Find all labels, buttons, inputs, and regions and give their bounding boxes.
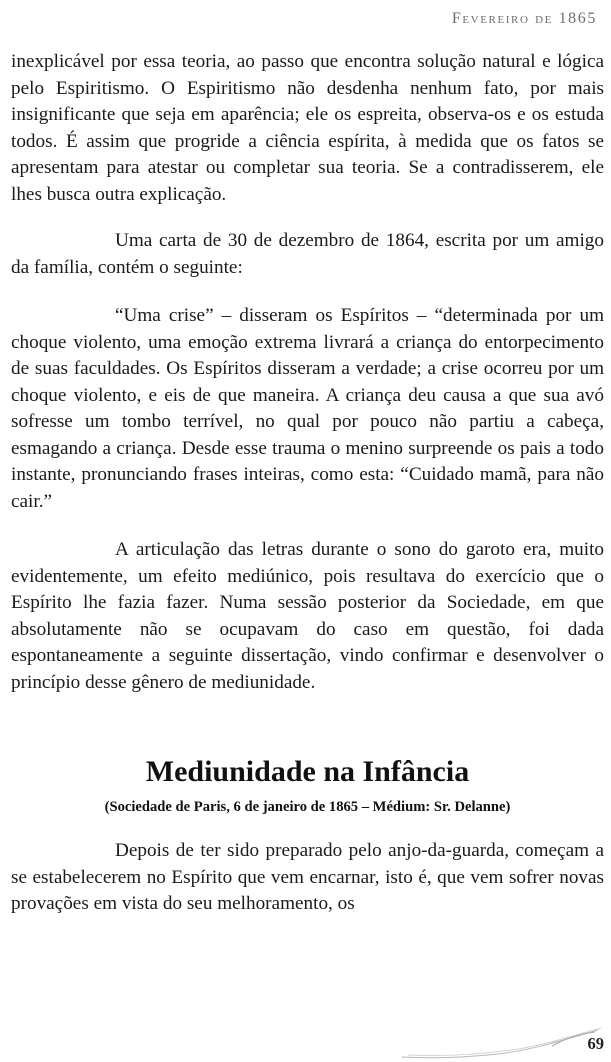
section-paragraph-1: Depois de ter sido preparado pelo anjo-da-guarda, começam a se estabelecerem no Espírito que vem encarnar, isto é, que vem sofrer novas provações em vista do seu melhoramento, os xyxy=(11,840,604,914)
page-content xyxy=(11,49,604,918)
body-paragraph-3: “Uma crise” – disseram os Espíritos – “determinada por um choque violento, uma emoção extrema livrará a criança do entorpecimento de suas faculdades. Os Espíritos disseram a verdade; a crise ocorreu por um choque violento, e eis de que maneira. A criança deu causa a que sua avó sofresse um tombo terrível, no qual por pouco não partiu a cabeça, esmagando a criança. Desde esse trauma o menino surpreende os pais a todo instante, pronunciando frases inteiras, como esta: “Cuidado mamã, para não cair.” xyxy=(11,305,604,512)
body-paragraph-1: inexplicável por essa teoria, ao passo que encontra solução natural e lógica pelo Espiritismo. O Espiritismo não desdenha nenhum fato, por mais insignificante que seja em aparência; ele os espreita, observa-os e os estuda todos. É assim que progride a ciência espírita, à medida que os fatos se apresentam para atestar ou completar sua teoria. Se a contradisserem, ele lhes busca outra explicação. xyxy=(11,51,604,205)
section-title: Mediunidade na Infância xyxy=(145,755,470,788)
body-paragraph-4: A articulação das letras durante o sono do garoto era, muito evidentemente, um efeito mediúnico, pois resultava do exercício que o Espírito lhe fazia fazer. Numa sessão posterior da Sociedade, em que absolutamente não se ocupavam do caso em questão, foi dada espontaneamente a seguinte dissertação, vindo confirmar e desenvolver o princípio desse gênero de mediunidade. xyxy=(11,539,604,693)
running-header: Fevereiro de 1865 xyxy=(451,10,597,27)
body-paragraph-2: Uma carta de 30 de dezembro de 1864, escrita por um amigo da família, contém o seguinte: xyxy=(11,230,604,278)
page-number: 69 xyxy=(587,1034,604,1053)
footer-flourish-ornament xyxy=(400,1026,605,1060)
section-subtitle: (Sociedade de Paris, 6 de janeiro de 1865 – Médium: Sr. Delanne) xyxy=(104,799,511,815)
